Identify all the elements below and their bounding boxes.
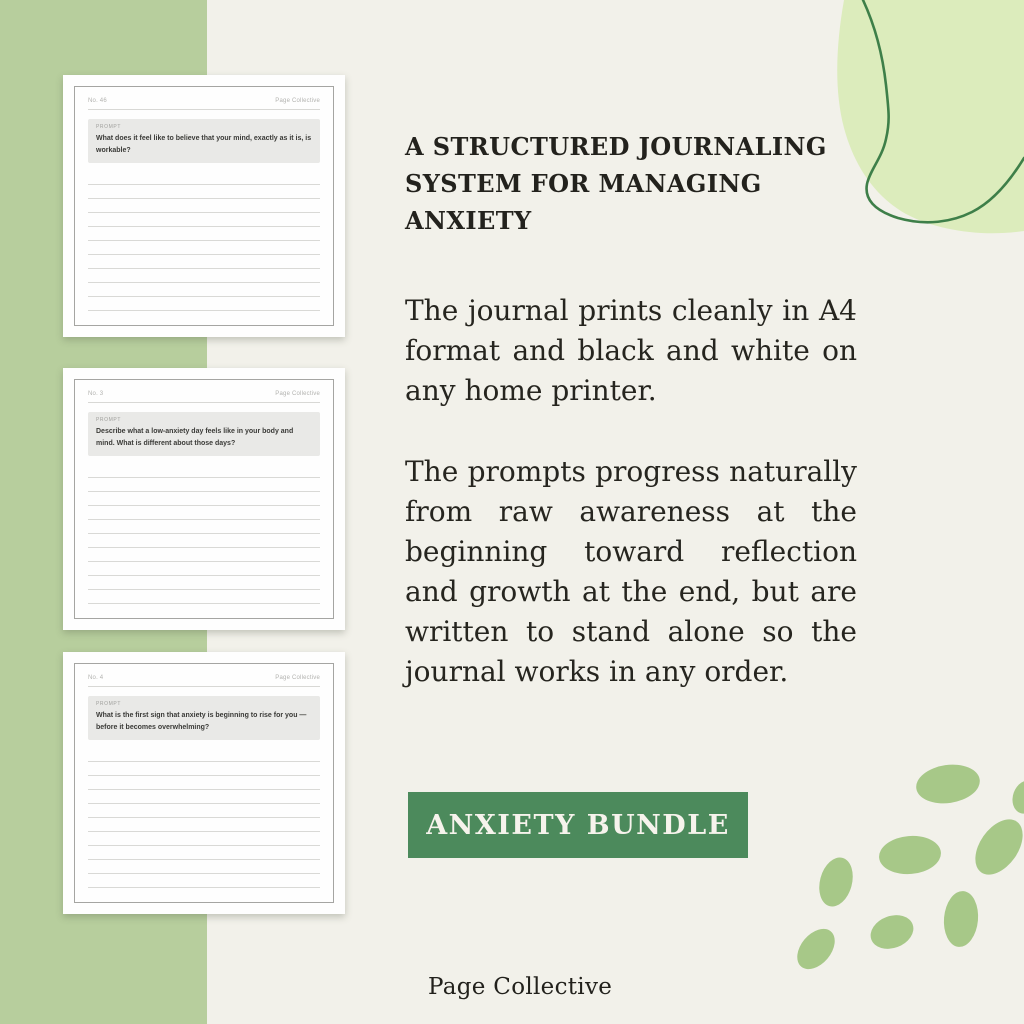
body-paragraph-2: The prompts progress naturally from raw awareness at the beginning toward reflection and growth at the end, but are written to stand alone so the journal works in any order. [405, 455, 857, 689]
journal-page-border [74, 86, 334, 326]
journal-page-header [88, 391, 320, 403]
anxiety-bundle-button[interactable]: ANXIETY BUNDLE [408, 792, 748, 858]
page-brand: Page Collective [275, 391, 320, 397]
prompt-box [88, 412, 320, 456]
journal-page-header [88, 675, 320, 687]
headline-line-1: A STRUCTURED JOURNALING [405, 132, 827, 161]
journal-page-mockup-3 [63, 652, 345, 914]
journal-page-border [74, 379, 334, 619]
journal-page-border [74, 663, 334, 903]
page-number: No. 46 [88, 98, 107, 104]
prompt-label: PROMPT [96, 417, 121, 423]
prompt-box [88, 119, 320, 163]
journal-page-header [88, 98, 320, 110]
page-brand: Page Collective [275, 98, 320, 104]
journal-page-mockup-2 [63, 368, 345, 630]
prompt-label: PROMPT [96, 701, 121, 707]
headline-line-2: SYSTEM FOR MANAGING ANXIETY [405, 169, 762, 236]
ruled-writing-lines [88, 171, 320, 315]
prompt-text: Describe what a low-anxiety day feels like in your body and mind. What is different about those days? [96, 428, 294, 447]
prompt-text: What does it feel like to believe that your mind, exactly as it is, is workable? [96, 135, 312, 154]
journal-page-mockup-1 [63, 75, 345, 337]
bottom-right-dots-decoration [795, 757, 1024, 975]
body-paragraph-1: The journal prints cleanly in A4 format and black and white on any home printer. [405, 294, 857, 408]
page-number: No. 4 [88, 675, 104, 681]
footer-brand: Page Collective [428, 974, 613, 1000]
prompt-box [88, 696, 320, 740]
prompt-label: PROMPT [96, 124, 121, 130]
ruled-writing-lines [88, 464, 320, 608]
page-number: No. 3 [88, 391, 104, 397]
prompt-text: What is the first sign that anxiety is beginning to rise for you — before it becomes overwhelming? [96, 712, 307, 731]
ruled-writing-lines [88, 748, 320, 892]
page-brand: Page Collective [275, 675, 320, 681]
headline [405, 128, 875, 240]
